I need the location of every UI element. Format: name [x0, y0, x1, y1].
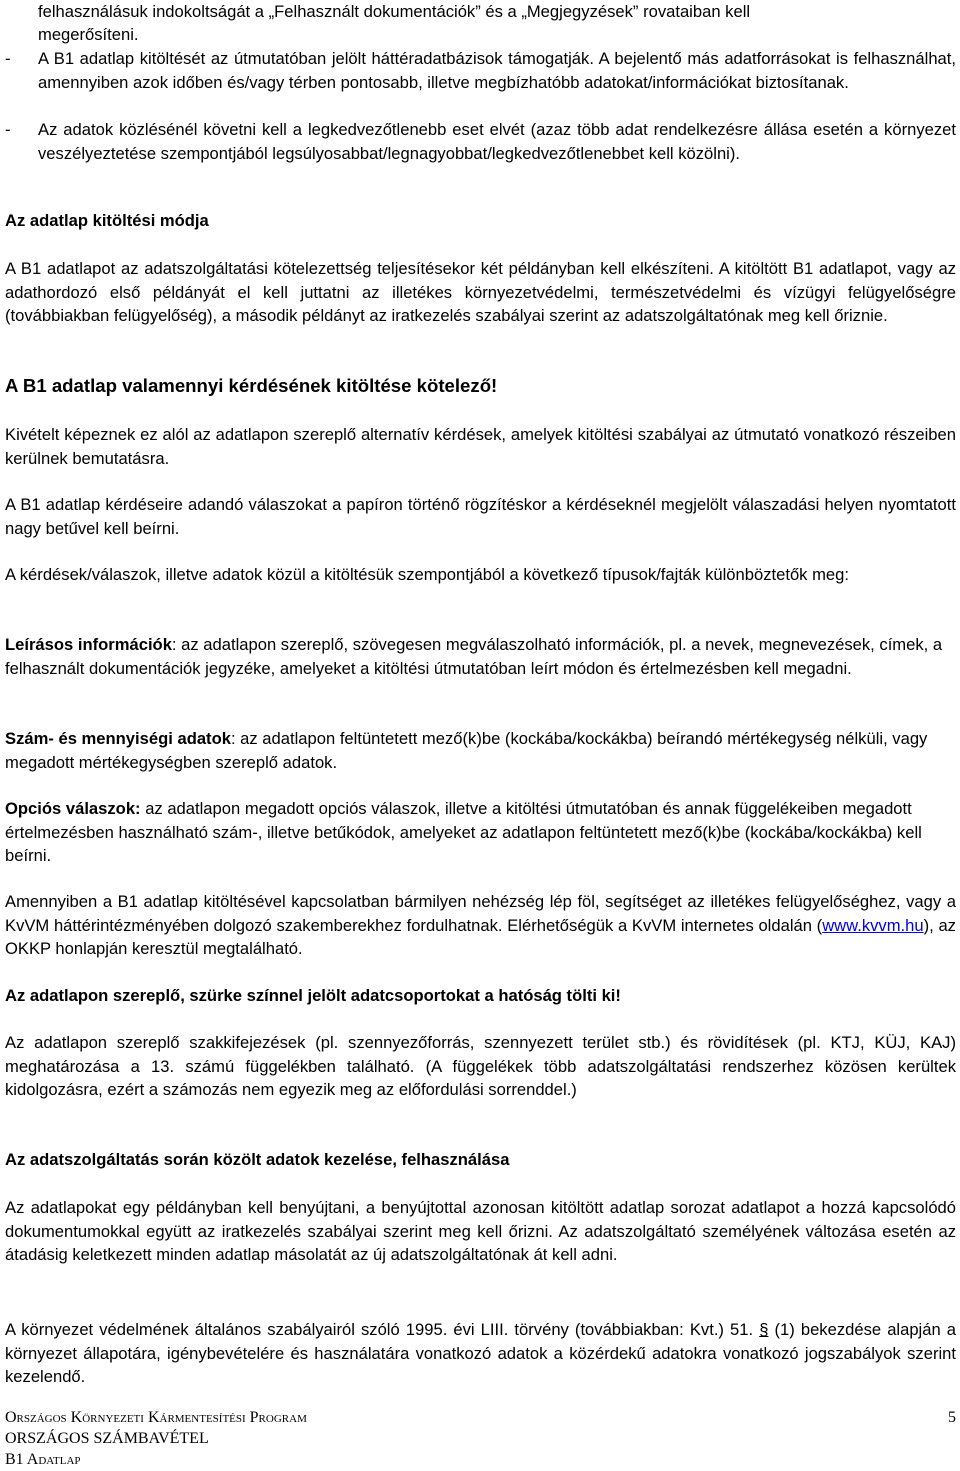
- bullet-dash: -: [5, 120, 11, 139]
- type-term: Opciós válaszok:: [5, 799, 141, 818]
- paragraph-torveny: A környezet védelmének általános szabályairól szóló 1995. évi LIII. törvény (továbbiakban: Kvt.) 51. § (1) bekezdése alapján a környezet állapotára, igénybevételére és használatára vonatkozó adatok a közérdekű adatokra vonatkozó jogszabályok szerint kezelendő.: [5, 1320, 957, 1386]
- footer-program-name: Országos Környezeti Kármentesítési Program: [5, 1409, 307, 1426]
- type-item-leirasos: [5, 633, 956, 680]
- paragraph-papir: A B1 adatlap kérdéseire adandó válaszokat a papíron történő rögzítéskor a kérdéseknél megjelölt válaszadási helyen nyomtatott nagy betűvel kell beírni.: [5, 495, 956, 538]
- type-description: : az adatlapon feltüntetett mező(k)be (kockába/kockákba) beírandó mértékegység nélküli, vagy megadott mértékegységben szereplő adatok.: [5, 729, 928, 772]
- type-description: : az adatlapon szereplő, szövegesen megválaszolható információk, pl. a nevek, megnevezések, címek, a felhasznált dokumentációk jegyzéke, amelyeket a kitöltési útmutatóban leírt módon és értelmezésben kell megadni.: [5, 635, 943, 678]
- bullet-text: A B1 adatlap kitöltését az útmutatóban jelölt háttéradatbázisok támogatják. A bejelentő más adatforrásokat is felhasználhat, amennyiben azok időben és/vagy térben pontosabb, illetve megbízhatóbb adatokat/információkat biztosítanak.: [38, 49, 956, 92]
- kvvm-website-link[interactable]: www.kvvm.hu: [822, 915, 924, 935]
- bullet-item-2: [5, 118, 956, 165]
- intro-continuation-line1: felhasználásuk indokoltságát a „Felhasznált dokumentációk” és a „Megjegyzések” rovataiban kell: [38, 2, 751, 21]
- section-heading-kezeles: Az adatszolgáltatás során közölt adatok kezelése, felhasználása: [5, 1150, 510, 1169]
- type-term: Leírásos információk: [5, 635, 172, 654]
- type-description: az adatlapon megadott opciós válaszok, illetve a kitöltési útmutatóban és annak függelékeiben megadott értelmezésben használható szám-, illetve betűkódok, amelyeket az adatlapon feltüntetett mező(k)be (kockába/kockákba) kell beírni.: [5, 799, 922, 865]
- footer-line2: ORSZÁGOS SZÁMBAVÉTEL: [5, 1430, 209, 1447]
- paragraph-kapcsolat: Amennyiben a B1 adatlap kitöltésével kapcsolatban bármilyen nehézség lép föl, segítséget az illetékes felügyelőséghez, vagy a KvVM háttérintézményében dolgozó szakemberekhez fordulhatnak. Elérhetőségük a KvVM internetes oldalán (www.kvvm.hu), az OKKP honlapján keresztül megtalálható.: [5, 892, 956, 958]
- type-item-szam: [5, 727, 956, 774]
- mandatory-notice: A B1 adatlap valamennyi kérdésének kitöltése kötelező!: [5, 375, 498, 396]
- grey-notice: Az adatlapon szereplő, szürke színnel jelölt adatcsoportokat a hatóság tölti ki!: [5, 986, 621, 1005]
- bullet-text: Az adatok közlésénél követni kell a legkedvezőtlenebb eset elvét (azaz több adat rendelkezésre állása esetén a környezet veszélyeztetése szempontjából legsúlyosabbat/legnagyobbat/legkedvezőtlenebbet kell közölni).: [38, 120, 956, 163]
- bullet-item-1: [5, 47, 956, 94]
- paragraph-kivetel: Kivételt képeznek ez alól az adatlapon szereplő alternatív kérdések, amelyek kitöltési szabályai az útmutató vonatkozó részeiben kerülnek bemutatásra.: [5, 425, 956, 468]
- paragraph-kitoltesi-mod: A B1 adatlapot az adatszolgáltatási kötelezettség teljesítésekor két példányban kell elkészíteni. A kitöltött B1 adatlapot, vagy az adathordozó első példányát el kell juttatni az illetékes környezetvédelmi, természetvédelmi és vízügyi felügyelőségre (továbbiakban felügyelőség), a második példányt az iratkezelés szabályai szerint az adatszolgáltatónak meg kell őriznie.: [5, 259, 956, 325]
- paragraph-kezeles: Az adatlapokat egy példányban kell benyújtani, a benyújtottal azonosan kitöltött adatlap sorozat adatlapot a hozzá kapcsolódó dokumentumokkal együtt az iratkezelés szabályai szerint meg kell őrizni. Az adatszolgáltató személyének változása esetén az átadásig keletkezett minden adatlap másolatát az új adatszolgáltatónak át kell adni.: [5, 1198, 956, 1264]
- section-sign: §: [759, 1320, 769, 1339]
- footer-form-name: B1 Adatlap: [5, 1451, 81, 1468]
- type-term: Szám- és mennyiségi adatok: [5, 729, 231, 748]
- type-item-opcios: [5, 797, 956, 868]
- bullet-dash: -: [5, 49, 11, 68]
- page-footer: [5, 1407, 956, 1470]
- section-heading-kitoltesi-mod: Az adatlap kitöltési módja: [5, 211, 209, 230]
- intro-continuation-line2: megerősíteni.: [38, 25, 139, 44]
- paragraph-tipusok: A kérdések/válaszok, illetve adatok közül a kitöltésük szempontjából a következő típusok/fajták különböztetők meg:: [5, 565, 849, 584]
- page-number: 5: [948, 1409, 956, 1426]
- paragraph-szakkifejezesek: Az adatlapon szereplő szakkifejezések (pl. szennyezőforrás, szennyezett terület stb.) és rövidítések (pl. KTJ, KÜJ, KAJ) meghatározása a 13. számú függelékben található. (A függelékek több adatszolgáltatási rendszerhez közösen kerültek kidolgozásra, ezért a számozás nem egyezik meg az előfordulási sorrenddel.): [5, 1033, 956, 1099]
